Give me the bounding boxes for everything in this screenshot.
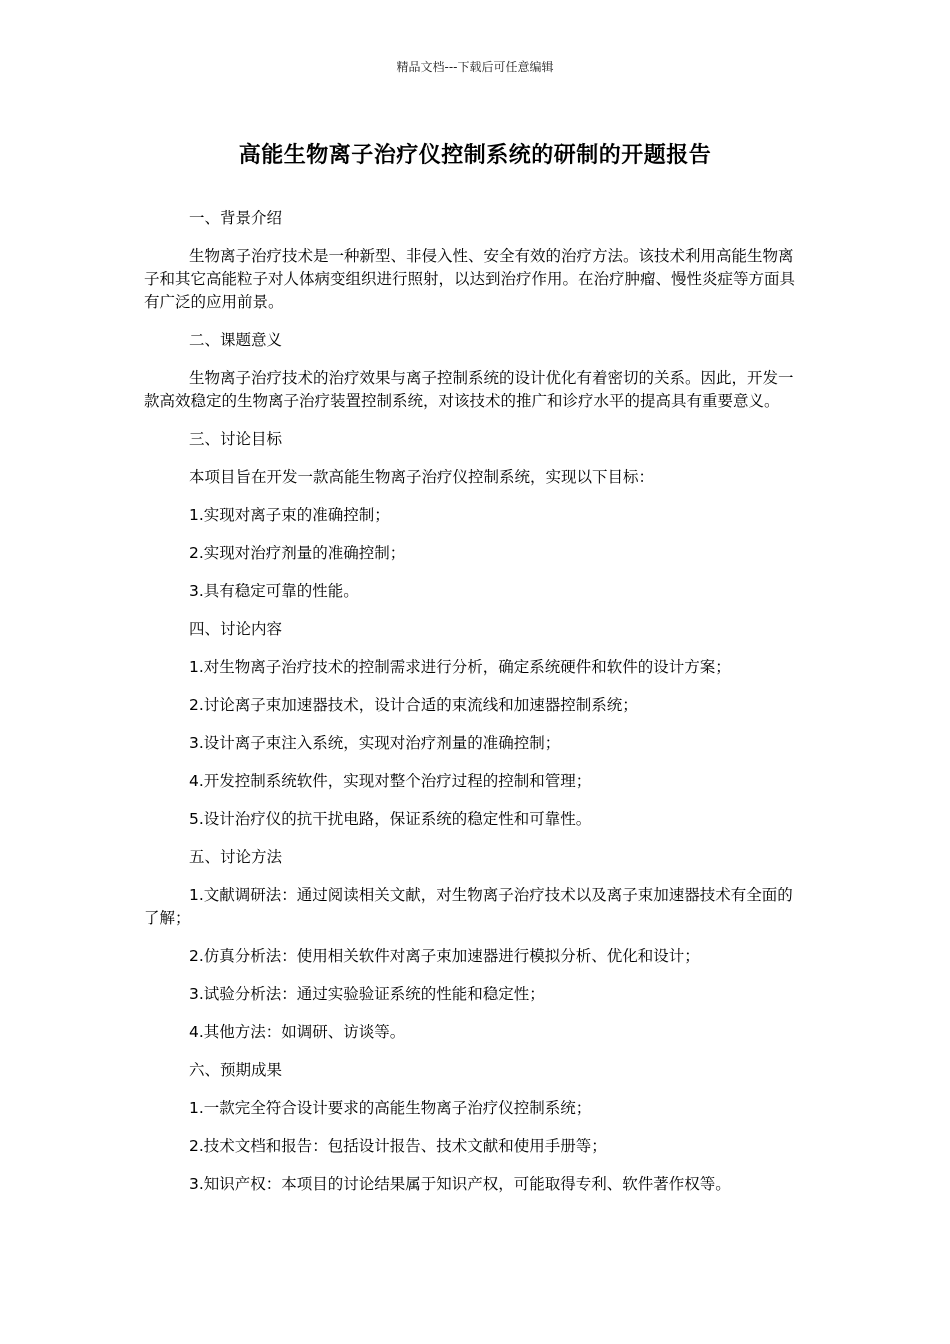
paragraph-significance: 生物离子治疗技术的治疗效果与离子控制系统的设计优化有着密切的关系。因此，开发一款高效稳定的生物离子治疗装置控制系统，对该技术的推广和诊疗水平的提高具有重要意义。 <box>144 369 794 410</box>
section-heading-goals: 三、讨论目标 <box>189 430 283 448</box>
document-body <box>144 207 808 1211</box>
list-item: 4.其他方法：如调研、访谈等。 <box>189 1023 406 1041</box>
list-item: 3.具有稳定可靠的性能。 <box>189 582 359 600</box>
section-heading-background: 一、背景介绍 <box>189 209 283 227</box>
list-item: 1.一款完全符合设计要求的高能生物离子治疗仪控制系统； <box>189 1099 592 1117</box>
list-item: 1.文献调研法：通过阅读相关文献，对生物离子治疗技术以及离子束加速器技术有全面的了解； <box>144 886 793 927</box>
section-heading-outcomes: 六、预期成果 <box>189 1061 283 1079</box>
list-item: 1.实现对离子束的准确控制； <box>189 506 390 524</box>
header-note: 精品文档---下载后可任意编辑 <box>396 60 554 74</box>
section-heading-methods: 五、讨论方法 <box>189 848 283 866</box>
list-item: 2.实现对治疗剂量的准确控制； <box>189 544 406 562</box>
section-heading-significance: 二、课题意义 <box>189 331 283 349</box>
list-item: 3.知识产权：本项目的讨论结果属于知识产权，可能取得专利、软件著作权等。 <box>189 1175 731 1193</box>
list-item: 1.对生物离子治疗技术的控制需求进行分析，确定系统硬件和软件的设计方案； <box>189 658 731 676</box>
section-heading-content: 四、讨论内容 <box>189 620 283 638</box>
list-item: 3.试验分析法：通过实验验证系统的性能和稳定性； <box>189 985 545 1003</box>
list-item: 5.设计治疗仪的抗干扰电路，保证系统的稳定性和可靠性。 <box>189 810 592 828</box>
list-item: 2.讨论离子束加速器技术，设计合适的束流线和加速器控制系统； <box>189 696 638 714</box>
paragraph-background: 生物离子治疗技术是一种新型、非侵入性、安全有效的治疗方法。该技术利用高能生物离子和其它高能粒子对人体病变组织进行照射，以达到治疗作用。在治疗肿瘤、慢性炎症等方面具有广泛的应用前景。 <box>144 247 796 311</box>
list-item: 2.技术文档和报告：包括设计报告、技术文献和使用手册等； <box>189 1137 607 1155</box>
list-item: 4.开发控制系统软件，实现对整个治疗过程的控制和管理； <box>189 772 592 790</box>
document-title: 高能生物离子治疗仪控制系统的研制的开题报告 <box>238 143 712 168</box>
list-item: 2.仿真分析法：使用相关软件对离子束加速器进行模拟分析、优化和设计； <box>189 947 700 965</box>
list-item: 3.设计离子束注入系统，实现对治疗剂量的准确控制； <box>189 734 561 752</box>
paragraph-goals-intro: 本项目旨在开发一款高能生物离子治疗仪控制系统，实现以下目标： <box>189 468 655 486</box>
